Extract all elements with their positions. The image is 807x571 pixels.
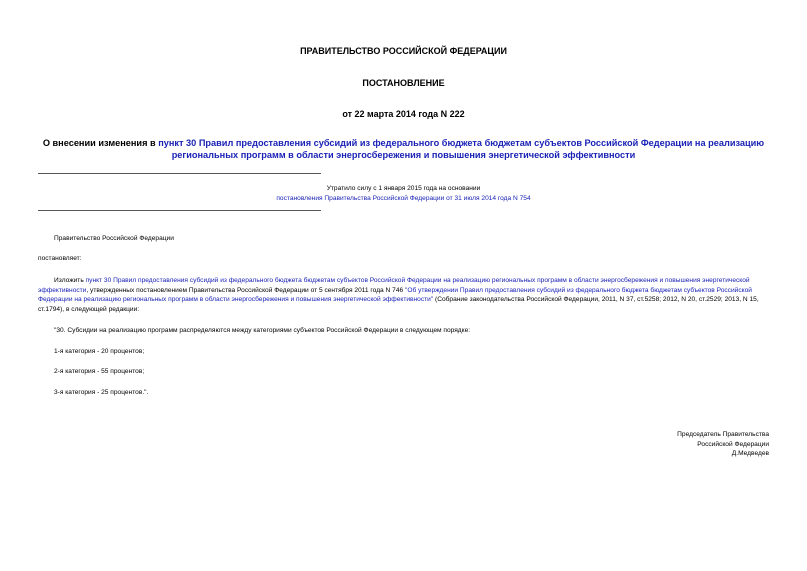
main-paragraph (38, 276, 770, 314)
signature-organization: Российской Федерации (697, 440, 769, 448)
category-1: 1-я категория - 20 процентов; (54, 348, 145, 355)
signature-name: Д.Медведев (731, 450, 769, 458)
title-prefix: О внесении изменения в (42, 138, 159, 148)
title-link[interactable]: пункт 30 Правил предоставления субсидий из федерального бюджета бюджетам субъектов Российской Федерации на реализацию региональных программ в области энергосбережения и повышения энергетической эффективности (158, 138, 765, 160)
signature-block (677, 430, 769, 459)
status-line: Утратило силу с 1 января 2015 года на основании (326, 185, 481, 192)
p1-end: (Собрание законодательства Российской Федерации, 2011, N 37, ст.5258; 2012, N 20, ст.2529; 2013, N 15, ст.1794), в следующей редакции: (38, 296, 759, 313)
p1-link-decree[interactable]: "Об утверждении Правил предоставления субсидий из федерального бюджета бюджетам субъектов Российской Федерации на реализацию региональных программ в области энергосбережения и повышения энергетической эффективности" (38, 286, 752, 304)
status-note (0, 184, 807, 203)
category-2: 2-я категория - 55 процентов; (54, 368, 145, 375)
paragraph-30: "30. Субсидии на реализацию программ распределяются между категориями субъектов Российской Федерации в следующем порядке: (54, 327, 471, 334)
p1-start: Изложить (54, 277, 86, 284)
date-number-heading: от 22 марта 2014 года N 222 (342, 109, 465, 119)
p1-link-rules[interactable]: пункт 30 Правил предоставления субсидий из федерального бюджета бюджетам субъектов Российской Федерации на реализацию региональных программ в области энергосбережения и повышения энергетической эффективности (38, 277, 750, 294)
category-3: 3-я категория - 25 процентов.". (54, 389, 149, 396)
status-link[interactable]: постановления Правительства Российской Федерации от 31 июля 2014 года N 754 (276, 194, 531, 202)
document-title (30, 137, 777, 161)
document-type-heading: ПОСТАНОВЛЕНИЕ (362, 78, 445, 88)
signature-position: Председатель Правительства (677, 431, 769, 438)
government-heading: ПРАВИТЕЛЬСТВО РОССИЙСКОЙ ФЕДЕРАЦИИ (300, 46, 507, 56)
body-government: Правительство Российской Федерации (54, 235, 174, 242)
top-divider (38, 173, 321, 174)
bottom-divider (38, 210, 321, 211)
body-decrees: постановляет: (38, 255, 82, 262)
p1-mid: , утвержденных постановлением Правительства Российской Федерации от 5 сентября 2011 года N 746 (86, 286, 405, 294)
